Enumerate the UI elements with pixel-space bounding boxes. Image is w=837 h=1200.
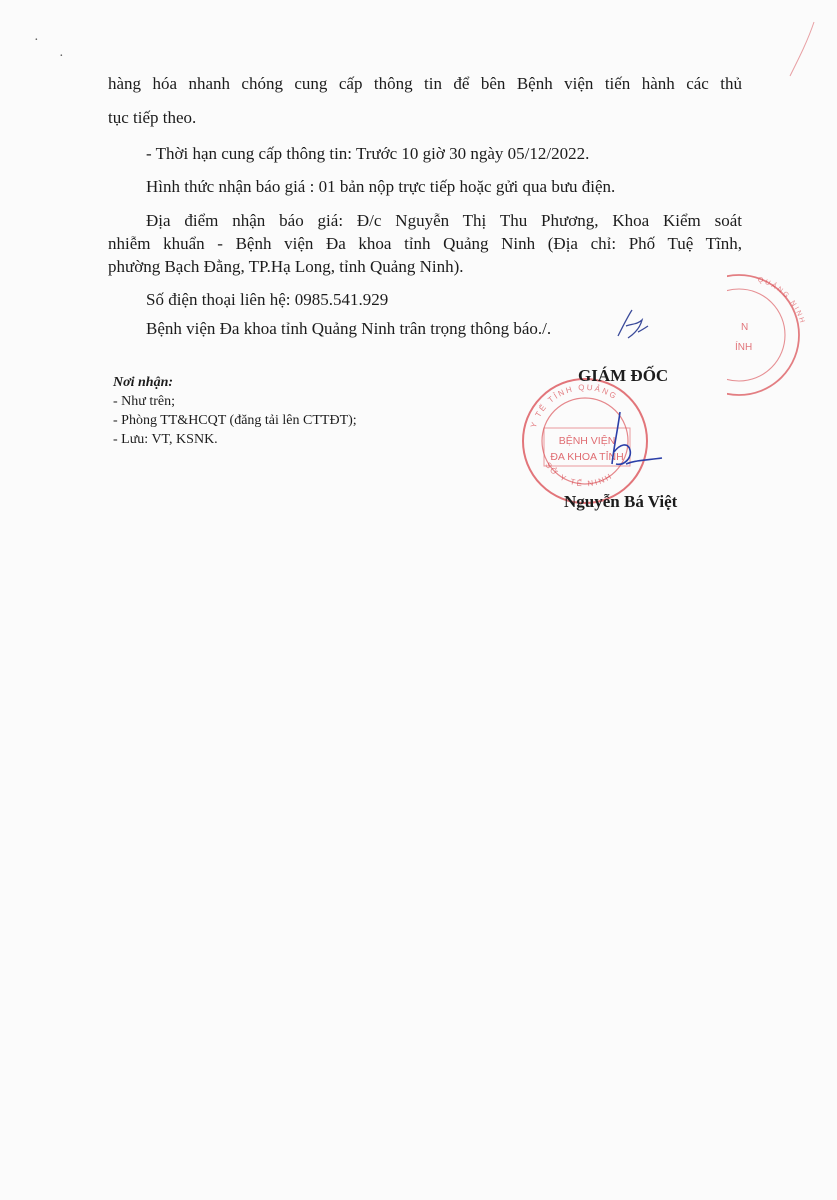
partial-stamp-text: ÍNH (735, 342, 753, 353)
stamp-center-line2: ĐA KHOA TỈNH (550, 451, 624, 463)
scan-speck: · (59, 49, 64, 64)
partial-stamp-ring: QUẢNG NINH (756, 276, 806, 326)
closing-line: Bệnh viện Đa khoa tỉnh Quảng Ninh trân trọng thông báo./. (146, 319, 552, 338)
scan-speck: · (34, 33, 39, 48)
recipient-item: - Lưu: VT, KSNK. (113, 432, 218, 447)
deadline-line: - Thời hạn cung cấp thông tin: Trước 10 giờ 30 ngày 05/12/2022. (146, 144, 590, 163)
signer-title: GIÁM ĐỐC (578, 366, 669, 385)
stamp-ring-top: Y TẾ TỈNH QUẢNG (528, 382, 620, 429)
stamp-ring-bottom: SỞ Y TẾ NINH (543, 460, 615, 489)
recipients-block (113, 373, 357, 449)
phone-line: Số điện thoại liên hệ: 0985.541.929 (146, 290, 389, 309)
paragraph-line: hàng hóa nhanh chóng cung cấp thông tin để bên Bệnh viện tiến hành các thủ (108, 74, 742, 93)
recipient-item: - Phòng TT&HCQT (đăng tải lên CTTĐT); (113, 413, 357, 428)
director-signature (606, 408, 666, 478)
signer-name: Nguyễn Bá Việt (564, 492, 678, 511)
paragraph-line: tục tiếp theo. (108, 108, 197, 127)
partial-stamp (727, 270, 837, 400)
method-line: Hình thức nhận báo giá : 01 bản nộp trực tiếp hoặc gửi qua bưu điện. (146, 177, 616, 196)
recipients-heading: Nơi nhận: (113, 375, 174, 390)
address-line: nhiễm khuẩn - Bệnh viện Đa khoa tỉnh Quảng Ninh (Địa chỉ: Phố Tuệ Tĩnh, (108, 234, 742, 253)
stamp-center-line1: BỆNH VIỆN (558, 435, 616, 447)
svg-text:SỞ Y TẾ NINH (543, 461, 614, 489)
address-line: Địa điểm nhận báo giá: Đ/c Nguyễn Thị Thu Phương, Khoa Kiểm soát (146, 211, 742, 230)
signature-block (520, 364, 720, 524)
initials-signature (612, 306, 652, 346)
partial-stamp-text: N (741, 322, 749, 333)
edge-pen-mark (770, 20, 820, 80)
address-line: phường Bạch Đằng, TP.Hạ Long, tỉnh Quảng Ninh). (108, 257, 464, 276)
recipient-item: - Như trên; (113, 394, 176, 409)
